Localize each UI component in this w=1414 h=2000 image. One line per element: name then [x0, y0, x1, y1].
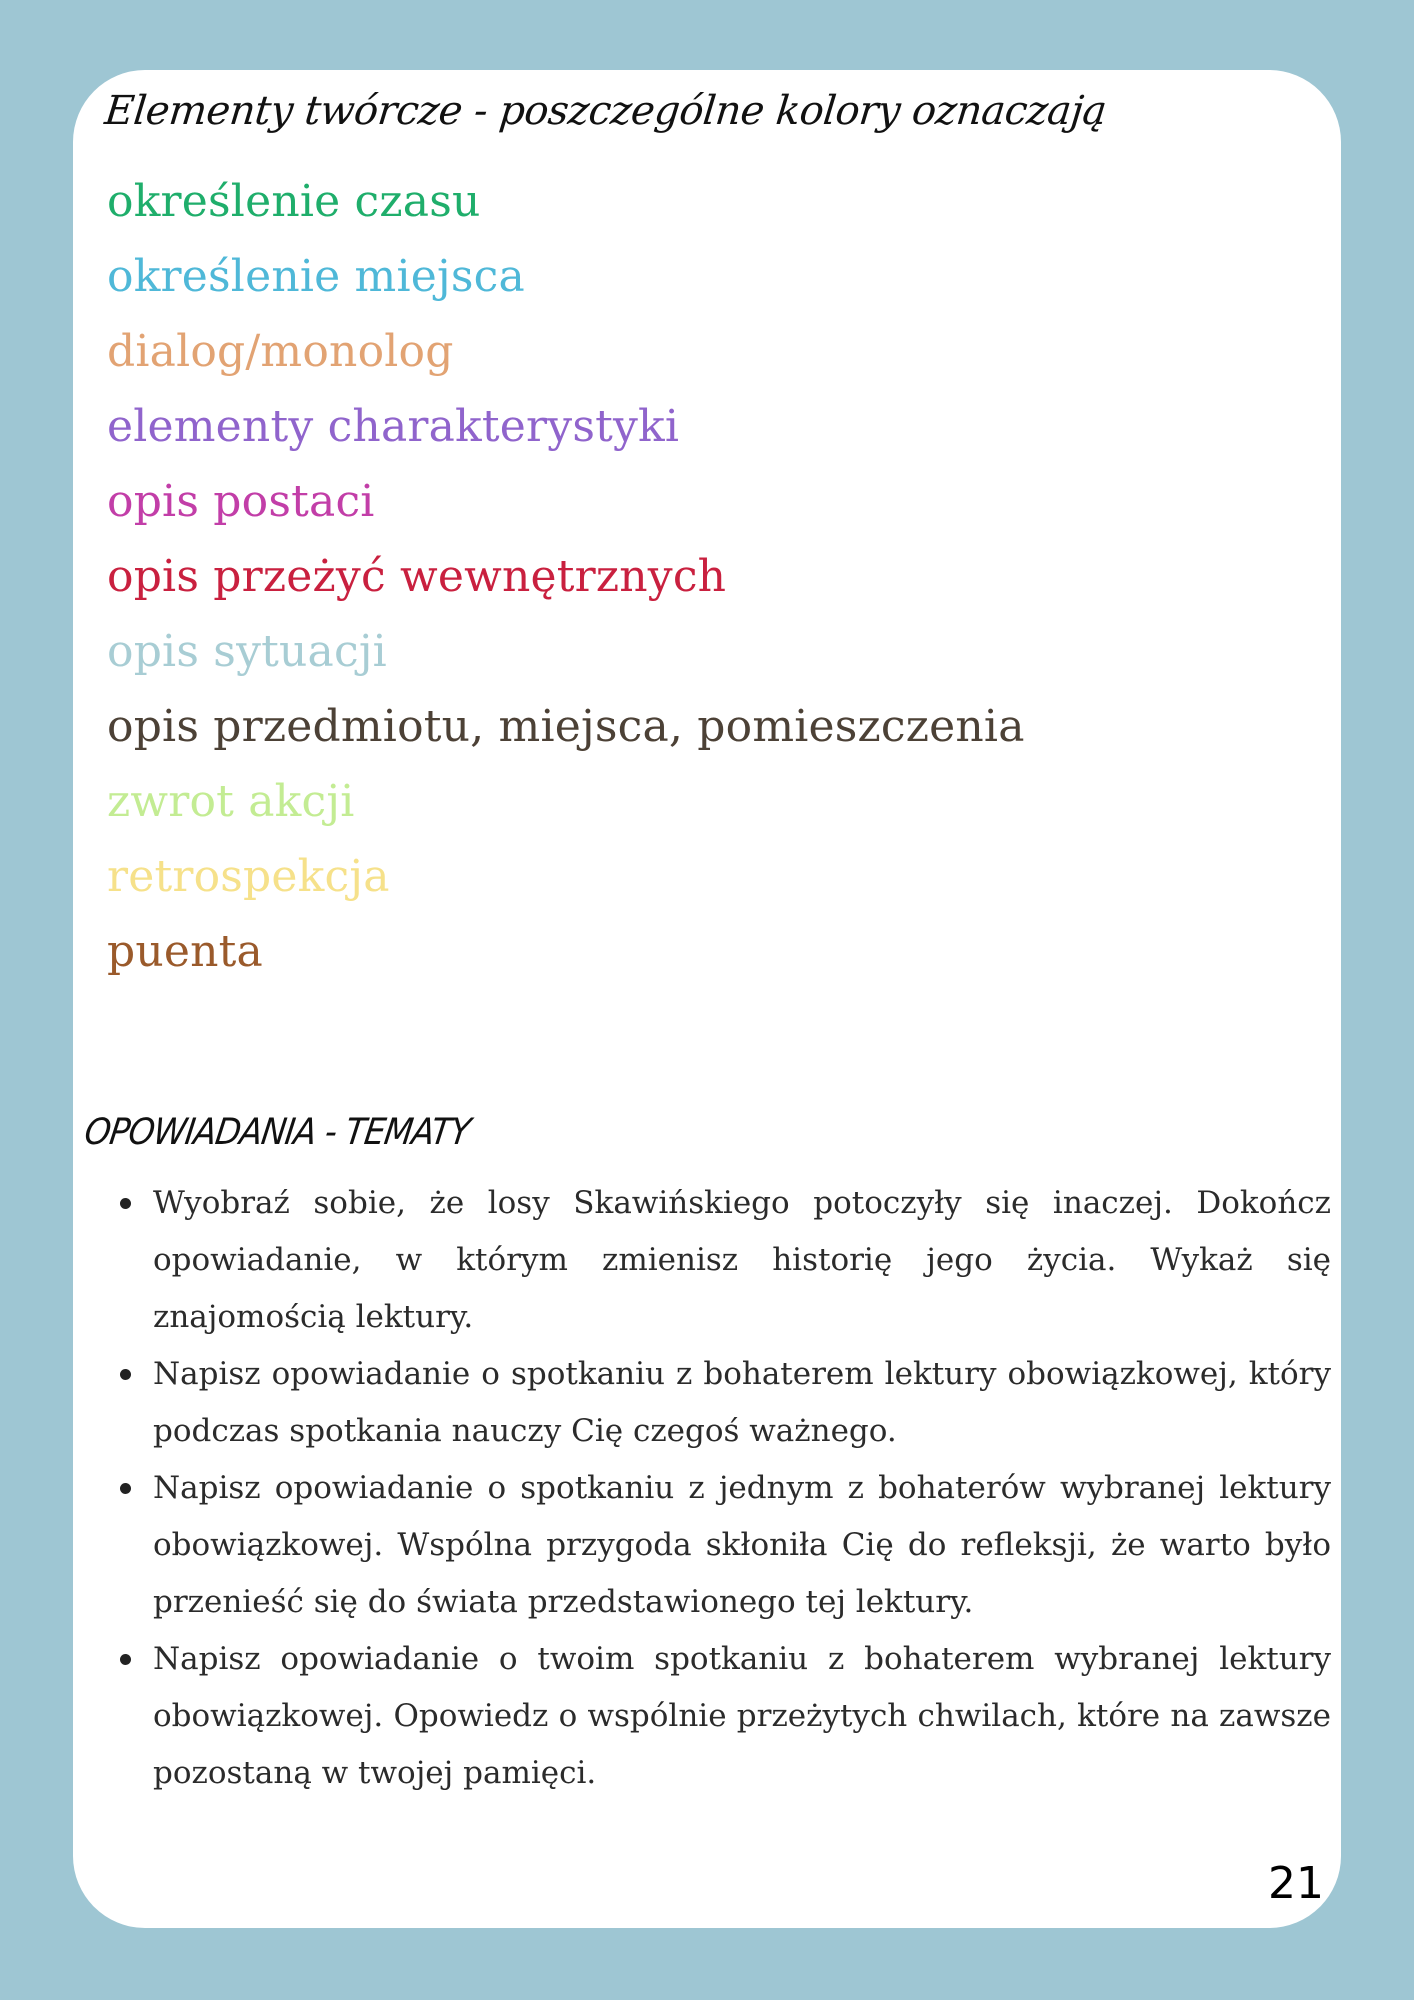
- color-legend-list: [107, 170, 1025, 995]
- topic-text: Napisz opowiadanie o twoim spotkaniu z bohaterem wybranej lektury obowiązkowej. Opowiedz o wspólnie przeżytych chwilach, które na zawsze pozostaną w twojej pamięci.: [153, 1641, 1331, 1791]
- legend-item-time: określenie czasu: [107, 176, 481, 227]
- topic-text: Napisz opowiadanie o spotkaniu z jednym z bohaterów wybranej lektury obowiązkowej. Wspólna przygoda skłoniła Cię do refleksji, że warto było przenieść się do świata przedstawionego tej lektury.: [153, 1470, 1331, 1620]
- topic-text: Napisz opowiadanie o spotkaniu z bohaterem lektury obowiązkowej, który podczas spotkania nauczy Cię czegoś ważnego.: [153, 1356, 1331, 1449]
- page-number: 21: [1268, 1858, 1324, 1909]
- topic-item: [153, 1631, 1331, 1802]
- topic-text: Wyobraź sobie, że losy Skawińskiego potoczyły się inaczej. Dokończ opowiadanie, w którym zmienisz historię jego życia. Wykaż się znajomością lektury.: [153, 1185, 1331, 1335]
- bullet-icon: [120, 1369, 131, 1380]
- legend-item-situation: opis sytuacji: [107, 626, 387, 677]
- legend-item-retrospection: retrospekcja: [107, 851, 390, 902]
- legend-item-place: określenie miejsca: [107, 251, 525, 302]
- topic-item: [153, 1460, 1331, 1631]
- topics-list: [153, 1175, 1331, 1802]
- bullet-icon: [120, 1654, 131, 1665]
- legend-item-object-place-room: opis przedmiotu, miejsca, pomieszczenia: [107, 701, 1025, 752]
- bullet-icon: [120, 1483, 131, 1494]
- legend-title: Elementy twórcze - poszczególne kolory oznaczają: [102, 88, 1109, 134]
- topics-heading: OPOWIADANIA - TEMATY: [81, 1110, 473, 1153]
- topic-item: [153, 1175, 1331, 1346]
- legend-item-inner-experiences: opis przeżyć wewnętrznych: [107, 551, 727, 602]
- legend-item-punchline: puenta: [107, 926, 263, 977]
- topic-item: [153, 1346, 1331, 1460]
- legend-item-characteristics: elementy charakterystyki: [107, 401, 680, 452]
- legend-item-character-description: opis postaci: [107, 476, 375, 527]
- bullet-icon: [120, 1198, 131, 1209]
- legend-item-dialog: dialog/monolog: [107, 326, 454, 377]
- legend-item-plot-twist: zwrot akcji: [107, 776, 355, 827]
